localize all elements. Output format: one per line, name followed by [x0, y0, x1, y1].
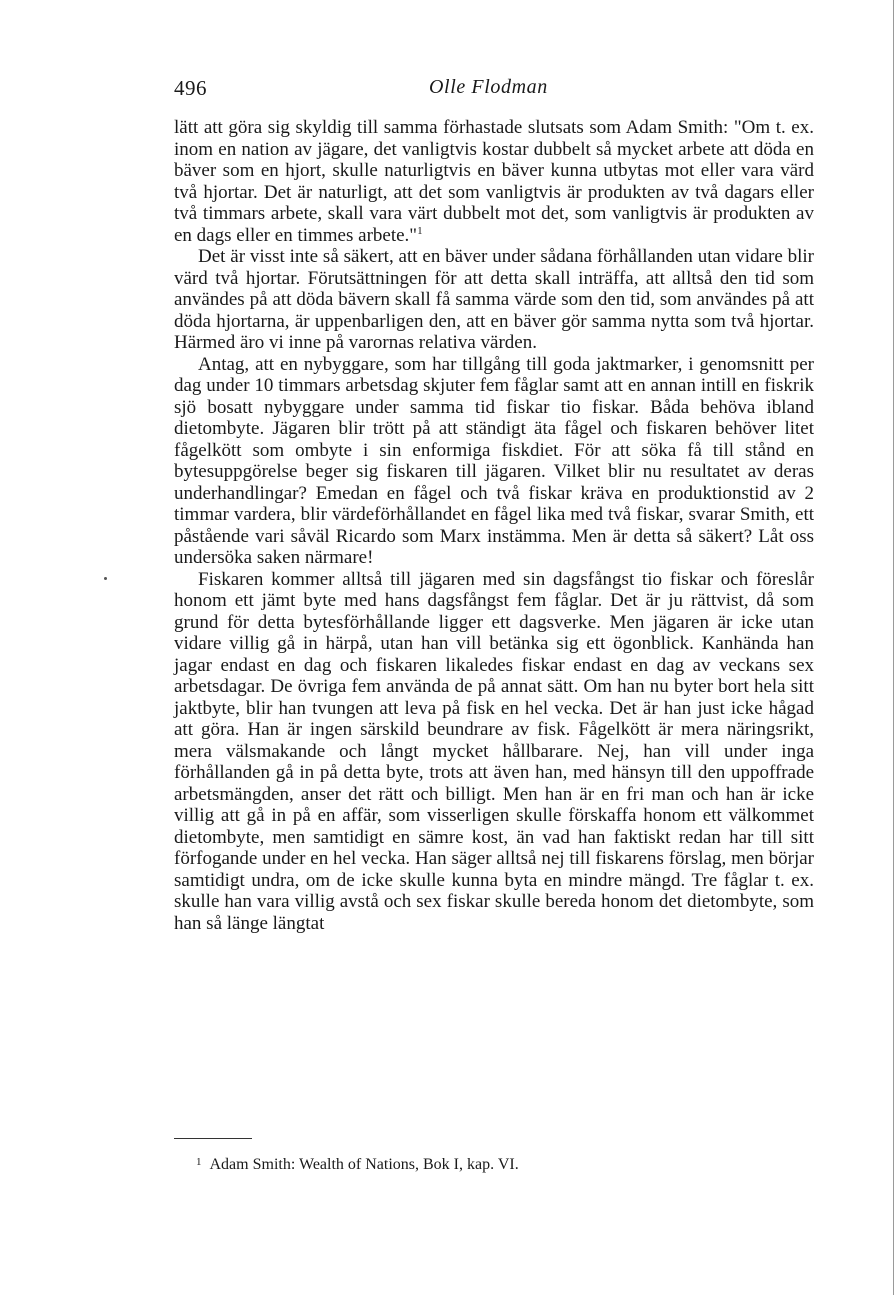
body-text — [174, 117, 814, 934]
footnote-reference: 1 — [417, 224, 423, 237]
paragraph-2: Det är visst inte så säkert, att en bäver under sådana förhållanden utan vidare blir värd två hjortar. Förutsättningen för att detta skall inträffa, att alltså den tid som användes på att döda bävern skall få samma värde som den tid, som användes på att döda hjortarna, är uppenbarligen den, att en bäver gör samma nytta som två hjortar. Härmed äro vi inne på varornas relativa värden. — [174, 246, 814, 353]
footnote — [196, 1152, 796, 1175]
footnote-divider — [174, 1138, 252, 1139]
footnote-text: Adam Smith: Wealth of Nations, Bok I, kap. VI. — [209, 1156, 519, 1173]
running-head: Olle Flodman — [429, 76, 548, 98]
page-edge — [893, 0, 894, 1295]
footnote-mark: 1 — [196, 1156, 202, 1168]
paragraph-1 — [174, 117, 814, 246]
paragraph-4: Fiskaren kommer alltså till jägaren med sin dagsfångst tio fiskar och föreslår honom ett jämt byte med hans dagsfångst fem fåglar. Det är ju rättvist, då som grund för detta bytesförhållande ligger ett dagsverke. Men jägaren är icke utan vidare villig gå in härpå, utan han vill betänka sig ett ögonblick. Kanhända han jagar endast en dag och fiskaren likaledes fiskar endast en dag av veckans sex arbetsdagar. De övriga fem använda de på annat sätt. Om han nu byter bort hela sitt jaktbyte, blir han tvungen att leva på fisk en hel vecka. Det är han just icke hågad att göra. Han är ingen särskild beundrare av fisk. Fågelkött är mera näringsrikt, mera välsmakande och långt mycket hållbarare. Nej, han vill under inga förhållanden gå in på detta byte, trots att även han, med hänsyn till den uppoffrade arbetsmängden, anser det rätt och billigt. Men han är en fri man och han är icke villig att gå in på en affär, som visserligen skulle förskaffa honom ett välkommet dietombyte, men samtidigt en sämre kost, än vad han faktiskt redan har till sitt förfogande under en hel vecka. Han säger alltså nej till fiskarens förslag, men börjar samtidigt undra, om de icke skulle kunna byta en mindre mängd. Tre fåglar t. ex. skulle han vara villig avstå och sex fiskar skulle bereda honom det dietombyte, som han så länge längtat — [174, 568, 814, 934]
paragraph-1-text: lätt att göra sig skyldig till samma förhastade slutsats som Adam Smith: "Om t. ex. inom en nation av jägare, det vanligtvis kostar dubbelt så mycket arbete att döda en bäver som en hjort, skulle naturligtvis en bäver kunna utbytas mot eller vara värd två hjortar. Det är naturligt, att det som vanligtvis är produkten av två dagars eller två timmars arbete, skall vara värt dubbelt mot det, som vanligtvis är produkten av en dags eller en timmes arbete." — [174, 117, 814, 246]
paragraph-3: Antag, att en nybyggare, som har tillgång till goda jaktmarker, i genomsnitt per dag under 10 timmars arbetsdag skjuter fem fåglar samt att en annan intill en fiskrik sjö bosatt nybyggare under samma tid fiskar tio fiskar. Båda behöva ibland dietombyte. Jägaren blir trött på att ständigt äta fågel och fiskaren behöver litet fågelkött som ombyte i sin enformiga fiskdiet. För att söka få till stånd en bytesuppgörelse beger sig fiskaren till jägaren. Vilket blir nu resultatet av deras underhandlingar? Emedan en fågel och två fiskar kräva en produktionstid av 2 timmar vardera, blir värdeförhållandet en fågel lika med två fiskar, svarar Smith, ett påstående vari såväl Ricardo som Marx instämma. Men är detta så säkert? Låt oss undersöka saken närmare! — [174, 353, 814, 568]
page-number: 496 — [174, 76, 207, 100]
margin-speck — [104, 577, 107, 580]
page-header — [174, 76, 814, 104]
